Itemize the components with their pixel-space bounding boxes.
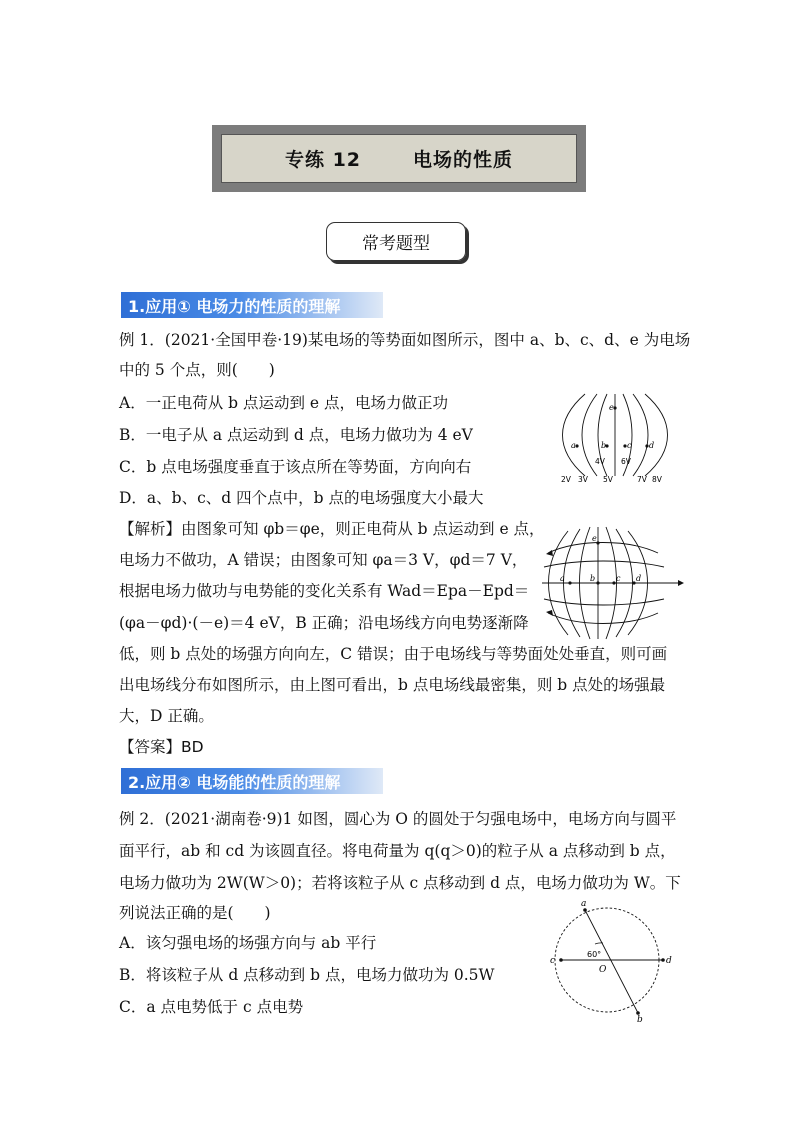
analysis1-line7: 大，D 正确。: [119, 707, 214, 725]
ex2-stem-line1: 例 2．(2021·湖南卷·9)1 如图，圆心为 O 的圆处于匀强电场中，电场方向与圆平: [119, 810, 677, 828]
ex2-option-b: B．将该粒子从 d 点移动到 b 点，电场力做功为 0.5W: [119, 966, 495, 984]
fig3-point-a: a: [581, 899, 587, 909]
fig1-v7: 7V: [637, 475, 647, 484]
ex2-option-c: C．a 点电势低于 c 点电势: [119, 998, 304, 1016]
analysis1-line6: 出电场线分布如图所示，由上图可看出，b 点电场线最密集，则 b 点处的场强最: [119, 676, 666, 694]
fig2-point-e: e: [592, 534, 597, 543]
analysis-tag: 【解析】: [119, 520, 182, 538]
answer-tag: 【答案】: [119, 738, 182, 756]
title-panel: [221, 134, 577, 183]
fig1-v3: 3V: [578, 475, 588, 484]
ex1-stem-line1: 例 1．(2021·全国甲卷·19)某电场的等势面如图所示，图中 a、b、c、d、e 为电场: [119, 331, 691, 349]
fig1-point-a: a: [571, 441, 576, 450]
answer-value: BD: [181, 738, 204, 756]
ex1-option-d: D．a、b、c、d 四个点中，b 点的电场强度大小最大: [119, 489, 484, 507]
section-label-1: 1.应用① 电场力的性质的理解: [128, 296, 341, 316]
analysis1-line2: 电场力不做功，A 错误；由图象可知 φa＝3 V，φd＝7 V，: [119, 551, 528, 569]
analysis1-text1: 由图象可知 φb＝φe，则正电荷从 b 点运动到 e 点，: [181, 520, 545, 538]
section-header-2: [121, 768, 383, 794]
fig1-point-b: b: [601, 441, 607, 450]
analysis1-line1: [119, 518, 545, 540]
ex1-stem-line2: 中的 5 个点，则( ): [119, 361, 275, 379]
fig2-point-a: a: [560, 574, 565, 583]
fig1-v4: 4V: [595, 457, 605, 466]
fig3-angle: 60°: [587, 950, 602, 959]
ex2-stem-line3: 电场力做功为 2W(W＞0)；若将该粒子从 c 点移动到 d 点，电场力做功为 W。下: [119, 874, 681, 892]
title-number: 专练 12: [284, 149, 362, 171]
fig3-point-c: c: [550, 956, 556, 966]
ex2-option-a: A．该匀强电场的场强方向与 ab 平行: [119, 934, 377, 952]
fig1-v8: 8V: [652, 475, 662, 484]
fig1-point-d: d: [649, 441, 655, 450]
circle-field-figure: [545, 898, 680, 1022]
title-frame: [212, 125, 586, 192]
fig1-v2: 2V: [561, 475, 571, 484]
fig1-v5: 5V: [603, 475, 613, 484]
equipotential-figure: [555, 390, 680, 485]
answer1-line: [119, 736, 204, 758]
field-lines-figure: [538, 523, 688, 643]
analysis1-line5: 低，则 b 点处的场强方向向左，C 错误；由于电场线与等势面处处垂直，则可画: [119, 645, 668, 663]
subtitle-badge: 常考题型: [326, 222, 466, 261]
ex2-stem-line2: 面平行，ab 和 cd 为该圆直径。将电荷量为 q(q＞0)的粒子从 a 点移动到 b 点，: [119, 842, 676, 860]
ex1-option-b: B．一电子从 a 点运动到 d 点，电场力做功为 4 eV: [119, 426, 473, 444]
fig1-point-e: e: [609, 403, 614, 412]
fig2-point-c: c: [616, 574, 621, 583]
ex2-stem-line4: 列说法正确的是( ): [119, 904, 271, 922]
analysis1-line4: (φa－φd)·(－e)＝4 eV，B 正确；沿电场线方向电势逐渐降: [119, 614, 529, 632]
fig2-point-d: d: [636, 574, 642, 583]
fig1-v6: 6V: [621, 457, 631, 466]
fig1-point-c: c: [627, 441, 632, 450]
section-header-1: [121, 292, 383, 318]
fig3-point-d: d: [666, 956, 672, 966]
ex1-option-c: C．b 点电场强度垂直于该点所在等势面，方向向右: [119, 458, 472, 476]
analysis1-line3: 根据电场力做功与电势能的变化关系有 Wad＝Epa－Epd＝: [119, 582, 530, 600]
ex1-option-a: A．一正电荷从 b 点运动到 e 点，电场力做正功: [119, 394, 448, 412]
fig3-center-o: O: [599, 965, 607, 975]
section-label-2: 2.应用② 电场能的性质的理解: [128, 772, 341, 792]
page-title: [285, 145, 513, 172]
fig3-point-b: b: [637, 1015, 643, 1022]
title-topic: 电场的性质: [413, 149, 514, 171]
fig2-point-b: b: [590, 574, 596, 583]
